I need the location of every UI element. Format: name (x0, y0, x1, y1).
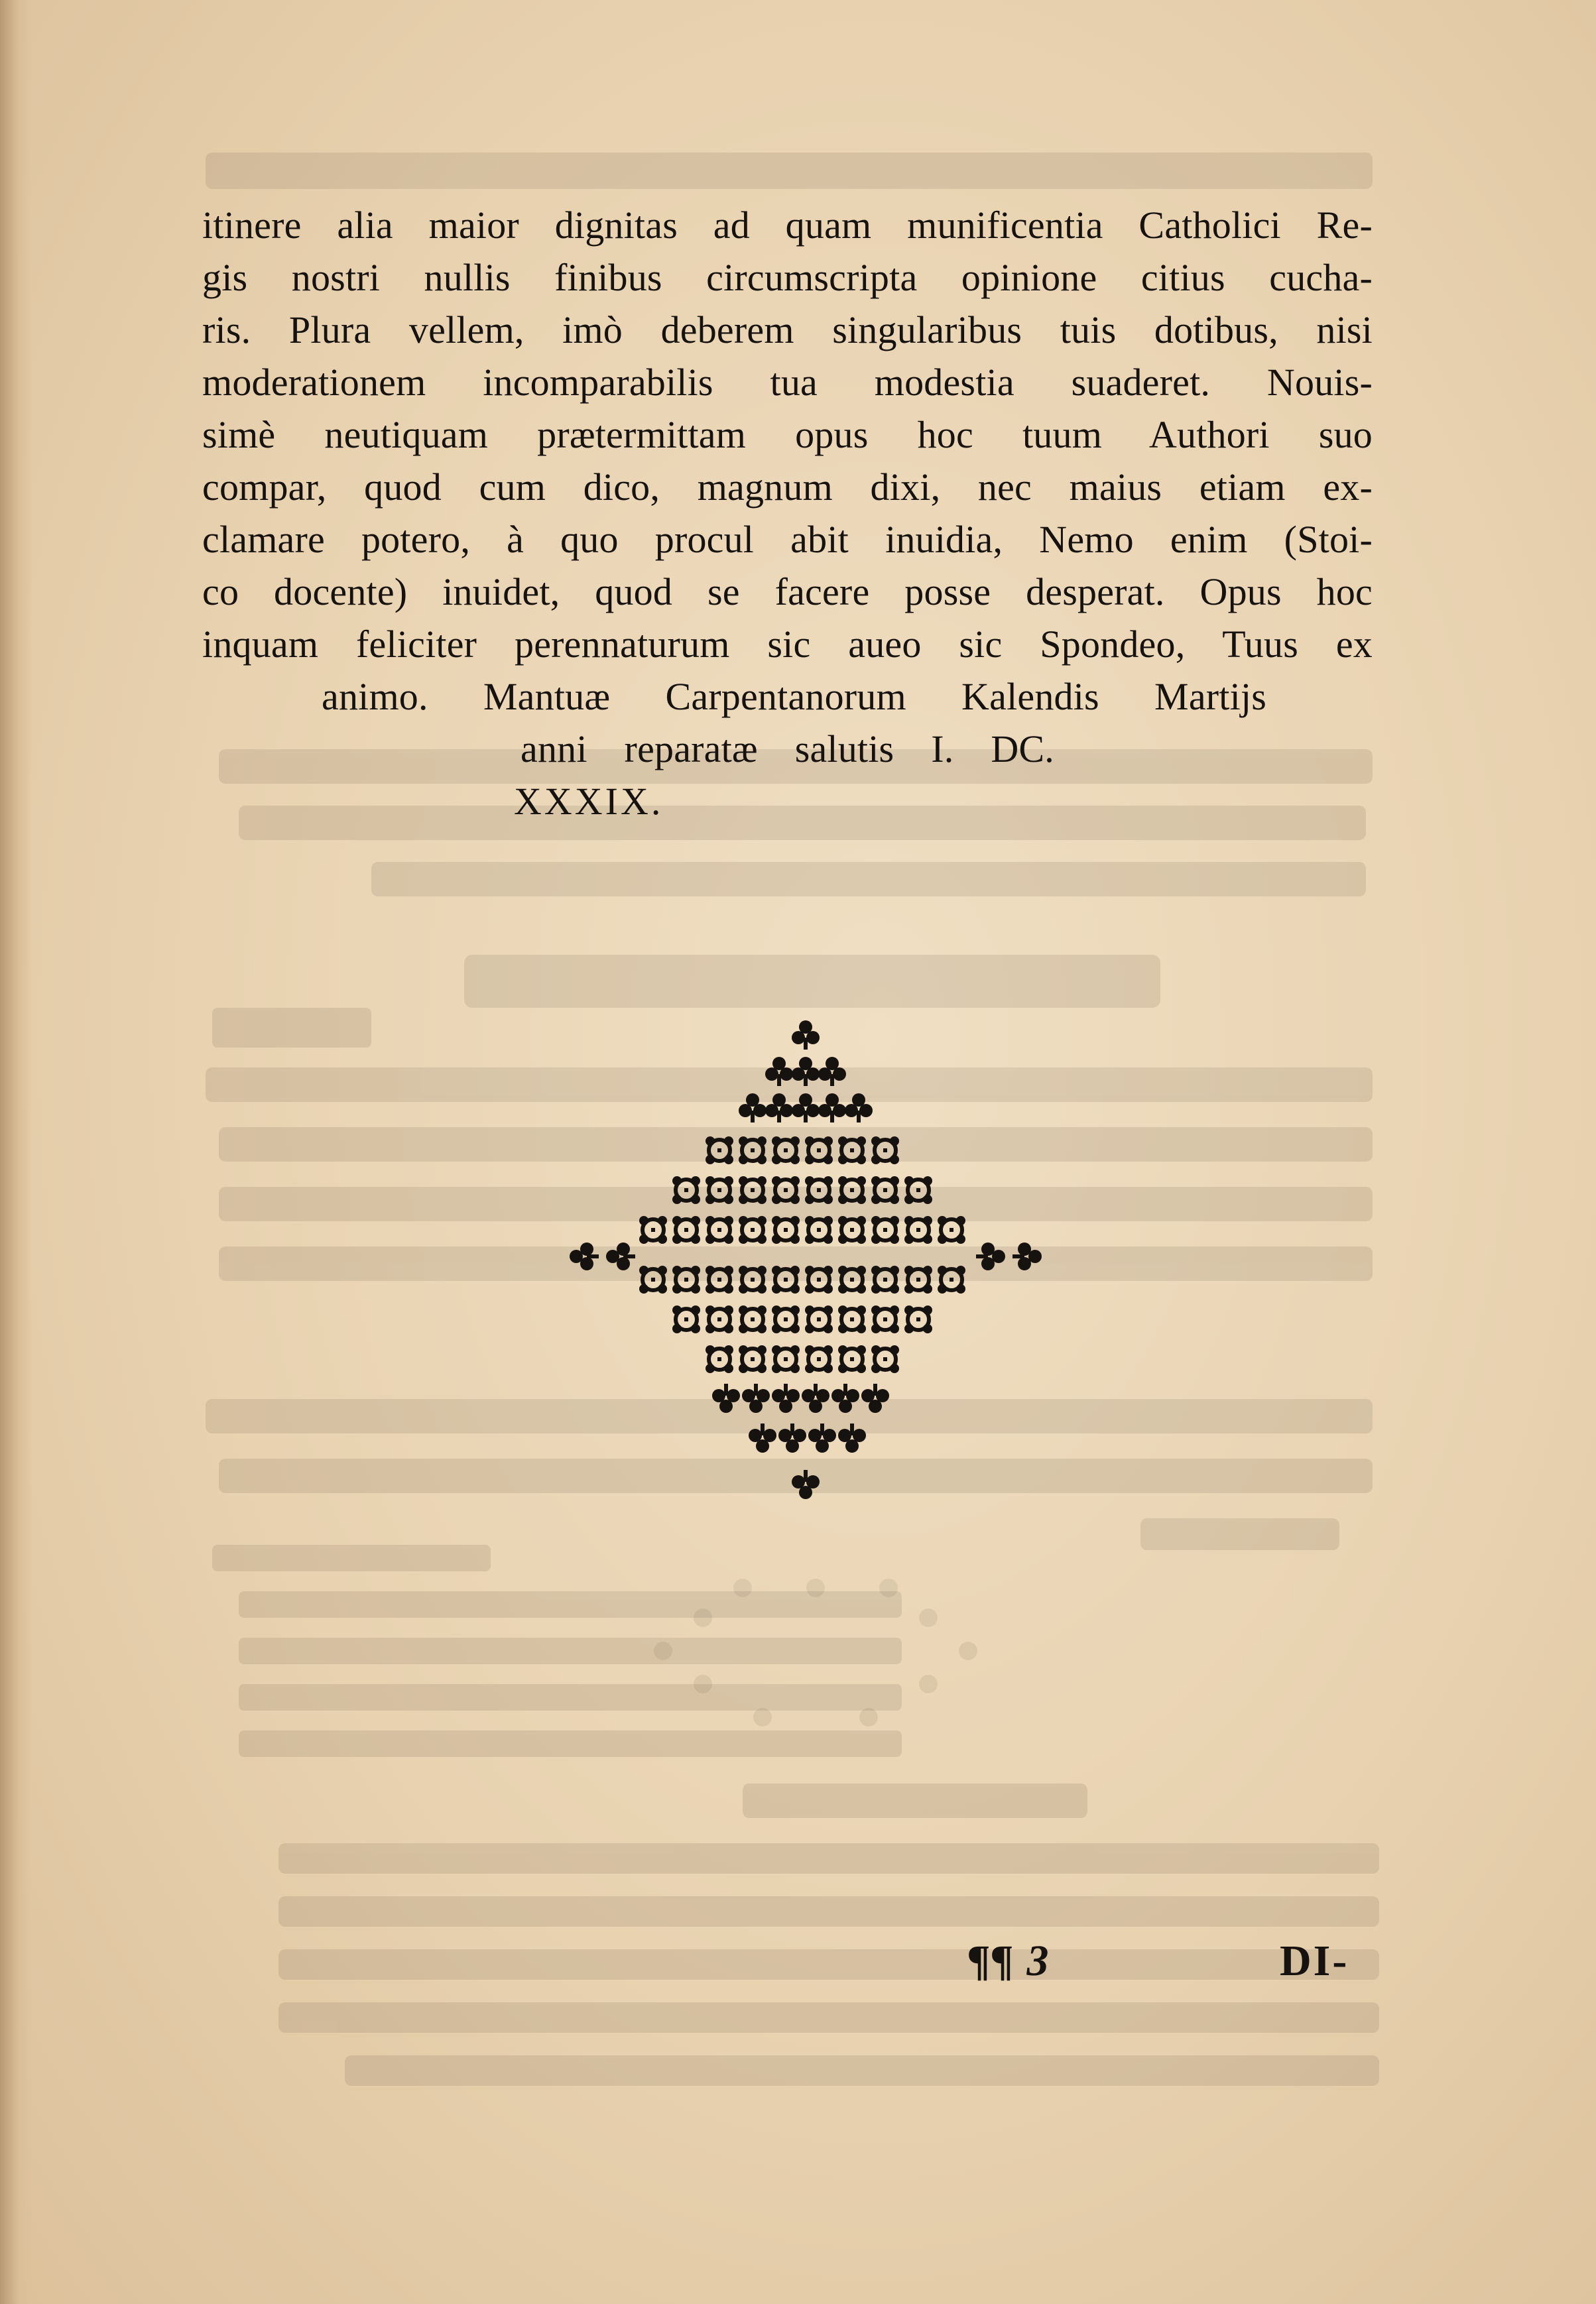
signature-mark: ¶¶ 3 (968, 1937, 1050, 1985)
text-line: itinere alia maior dignitas ad quam munificentia Catholici Re- (202, 204, 1373, 247)
text-line: moderationem incomparabilis tua modestia suaderet. Nouis- (202, 361, 1373, 404)
text-line: inquam feliciter perennaturum sic aueo sic Spondeo, Tuus ex (202, 623, 1373, 666)
date-line: animo. Mantuæ Carpentanorum Kalendis Martijs (322, 675, 1266, 718)
year-numeral: XXXIX. (514, 780, 664, 823)
catchword: DI- (1280, 1937, 1349, 1985)
text-line: ris. Plura vellem, imò deberem singularibus tuis dotibus, nisi (202, 308, 1373, 351)
fleuron-ornament-icon (557, 1014, 1054, 1518)
date-line: anni reparatæ salutis I. DC. (521, 727, 1054, 770)
text-line: co docente) inuidet, quod se facere posse desperat. Opus hoc (202, 570, 1373, 613)
text-line: gis nostri nullis finibus circumscripta opinione citius cucha- (202, 256, 1373, 299)
text-line: clamare potero, à quo procul abit inuidia, Nemo enim (Stoi- (202, 518, 1373, 561)
text-line: compar, quod cum dico, magnum dixi, nec maius etiam ex- (202, 465, 1373, 509)
main-text (202, 199, 1373, 827)
text-line: simè neutiquam prætermittam opus hoc tuum Authori suo (202, 413, 1373, 456)
page-gutter-shadow (0, 0, 32, 2304)
